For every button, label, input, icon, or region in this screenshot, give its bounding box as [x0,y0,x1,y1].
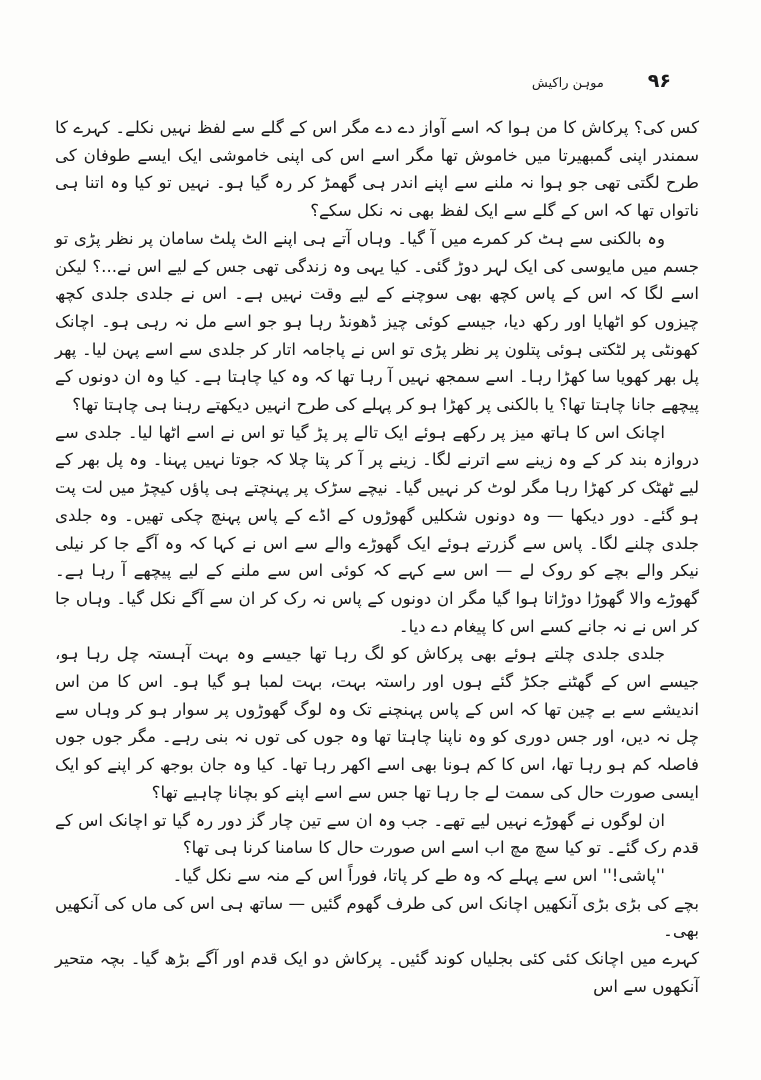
body-text [55,114,699,1001]
page-number: ۹۶ [647,70,671,92]
page-header [55,70,699,112]
paragraph: جلدی جلدی چلتے ہوئے بھی پرکاش کو لگ رہا تھا جیسے وہ بہت آہستہ چل رہا ہو، جیسے اس کے گھٹنے جکڑ گئے ہوں اور راستہ بہت، بہت لمبا ہو گیا ہو۔ اس کا من اس اندیشے سے بے چین تھا کہ اس کے پاس پہنچنے تک وہ لوگ گھوڑوں پر سوار ہو کر وہاں سے چل نہ دیں، اور جس دوری کو وہ ناپنا چاہتا تھا وہ جوں کی توں نہ بنی رہے۔ مگر جوں جوں فاصلہ کم ہو رہا تھا، اس کا کم ہونا بھی اسے اکھر رہا تھا۔ کیا وہ جان بوجھ کر اپنے کو ایک ایسی صورت حال کی سمت لے جا رہا تھا جس سے اسے اپنے کو بچانا چاہیے تھا؟ [55,644,699,802]
paragraph: اچانک اس کا ہاتھ میز پر رکھے ہوئے ایک تالے پر پڑ گیا تو اس نے اسے اٹھا لیا۔ جلدی سے دروازہ بند کر کے وہ زینے سے اترنے لگا۔ زینے پر آ کر پتا چلا کہ جوتا نہیں پہنا۔ وہ پل بھر کے لیے ٹھٹک کر کھڑا رہا مگر لوٹ کر نہیں گیا۔ نیچے سڑک پر پہنچتے ہی پاؤں کیچڑ میں لت پت ہو گئے۔ دور دیکھا — وہ دونوں شکلیں گھوڑوں کے اڈے کے پاس پہنچ چکی تھیں۔ وہ جلدی جلدی چلنے لگا۔ پاس سے گزرتے ہوئے ایک گھوڑے والے سے اس نے کہا کہ وہ آگے جا کر نیلی نیکر والے بچے کو روک لے — اس سے کہے کہ کوئی اس سے ملنے کے لیے پیچھے آ رہا ہے۔ گھوڑے والا گھوڑا دوڑاتا ہوا گیا مگر ان دونوں کے پاس نہ رک کر ان سے آگے نکل گیا۔ وہاں جا کر اس نے نہ جانے کسے اس کا پیغام دے دیا۔ [55,422,699,636]
paragraph: وہ بالکنی سے ہٹ کر کمرے میں آ گیا۔ وہاں آتے ہی اپنے الٹ پلٹ سامان پر نظر پڑی تو جسم میں مایوسی کی ایک لہر دوڑ گئی۔ کیا یہی وہ زندگی تھی جس کے لیے اس نے...؟ لیکن اسے لگا کہ اس کے پاس کچھ بھی سوچنے کے لیے وقت نہیں ہے۔ اس نے جلدی جلدی کچھ چیزوں کو اٹھایا اور رکھ دیا، جیسے کوئی چیز ڈھونڈ رہا ہو جو اسے مل نہ رہی ہو۔ اچانک کھونٹی پر لٹکتی ہوئی پتلون پر نظر پڑی تو اس نے پاجامہ اتار کر جلدی سے اسے پہن لیا۔ پھر پل بھر کھویا سا کھڑا رہا۔ اسے سمجھ نہیں آ رہا تھا کہ وہ کیا چاہتا ہے۔ کیا وہ ان دونوں کے پیچھے جانا چاہتا تھا؟ یا بالکنی پر کھڑا ہو کر پہلے کی طرح انہیں دیکھتے رہنا ہی چاہتا تھا؟ [55,228,699,415]
paragraph: کہرے میں اچانک کئی کئی بجلیاں کوند گئیں۔ پرکاش دو ایک قدم اور آگے بڑھ گیا۔ بچہ متحیر آنکھوں سے اس [55,949,699,996]
paragraph: ان لوگوں نے گھوڑے نہیں لیے تھے۔ جب وہ ان سے تین چار گز دور رہ گیا تو اچانک اس کے قدم رک گئے۔ تو کیا سچ مچ اب اسے اس صورت حال کا سامنا کرنا ہی تھا؟ [55,810,699,858]
paragraph: ''پاشی!'' اس سے پہلے کہ وہ طے کر پاتا، فوراً اس کے منہ سے نکل گیا۔ [172,865,665,885]
paragraph: بچے کی بڑی بڑی آنکھیں اچانک اس کی طرف گھوم گئیں — ساتھ ہی اس کی ماں کی آنکھیں بھی۔ [55,893,699,941]
running-head: موہن راکیش [531,76,604,91]
paragraph: کس کی؟ پرکاش کا من ہوا کہ اسے آواز دے دے مگر اس کے گلے سے لفظ نہیں نکلے۔ کہرے کا سمندر اپنی گمبھیرتا میں خاموش تھا مگر اسے اس کی اپنی خاموشی ایک ایسے طوفان کی طرح لگتی تھی جو ہوا نہ ملنے سے اپنے اندر ہی گھمڑ کر رہ گیا ہو۔ نہیں تو کیا وہ اتنا ہی ناتواں تھا کہ اس کے گلے سے ایک لفظ بھی نہ نکل سکے؟ [55,118,699,221]
